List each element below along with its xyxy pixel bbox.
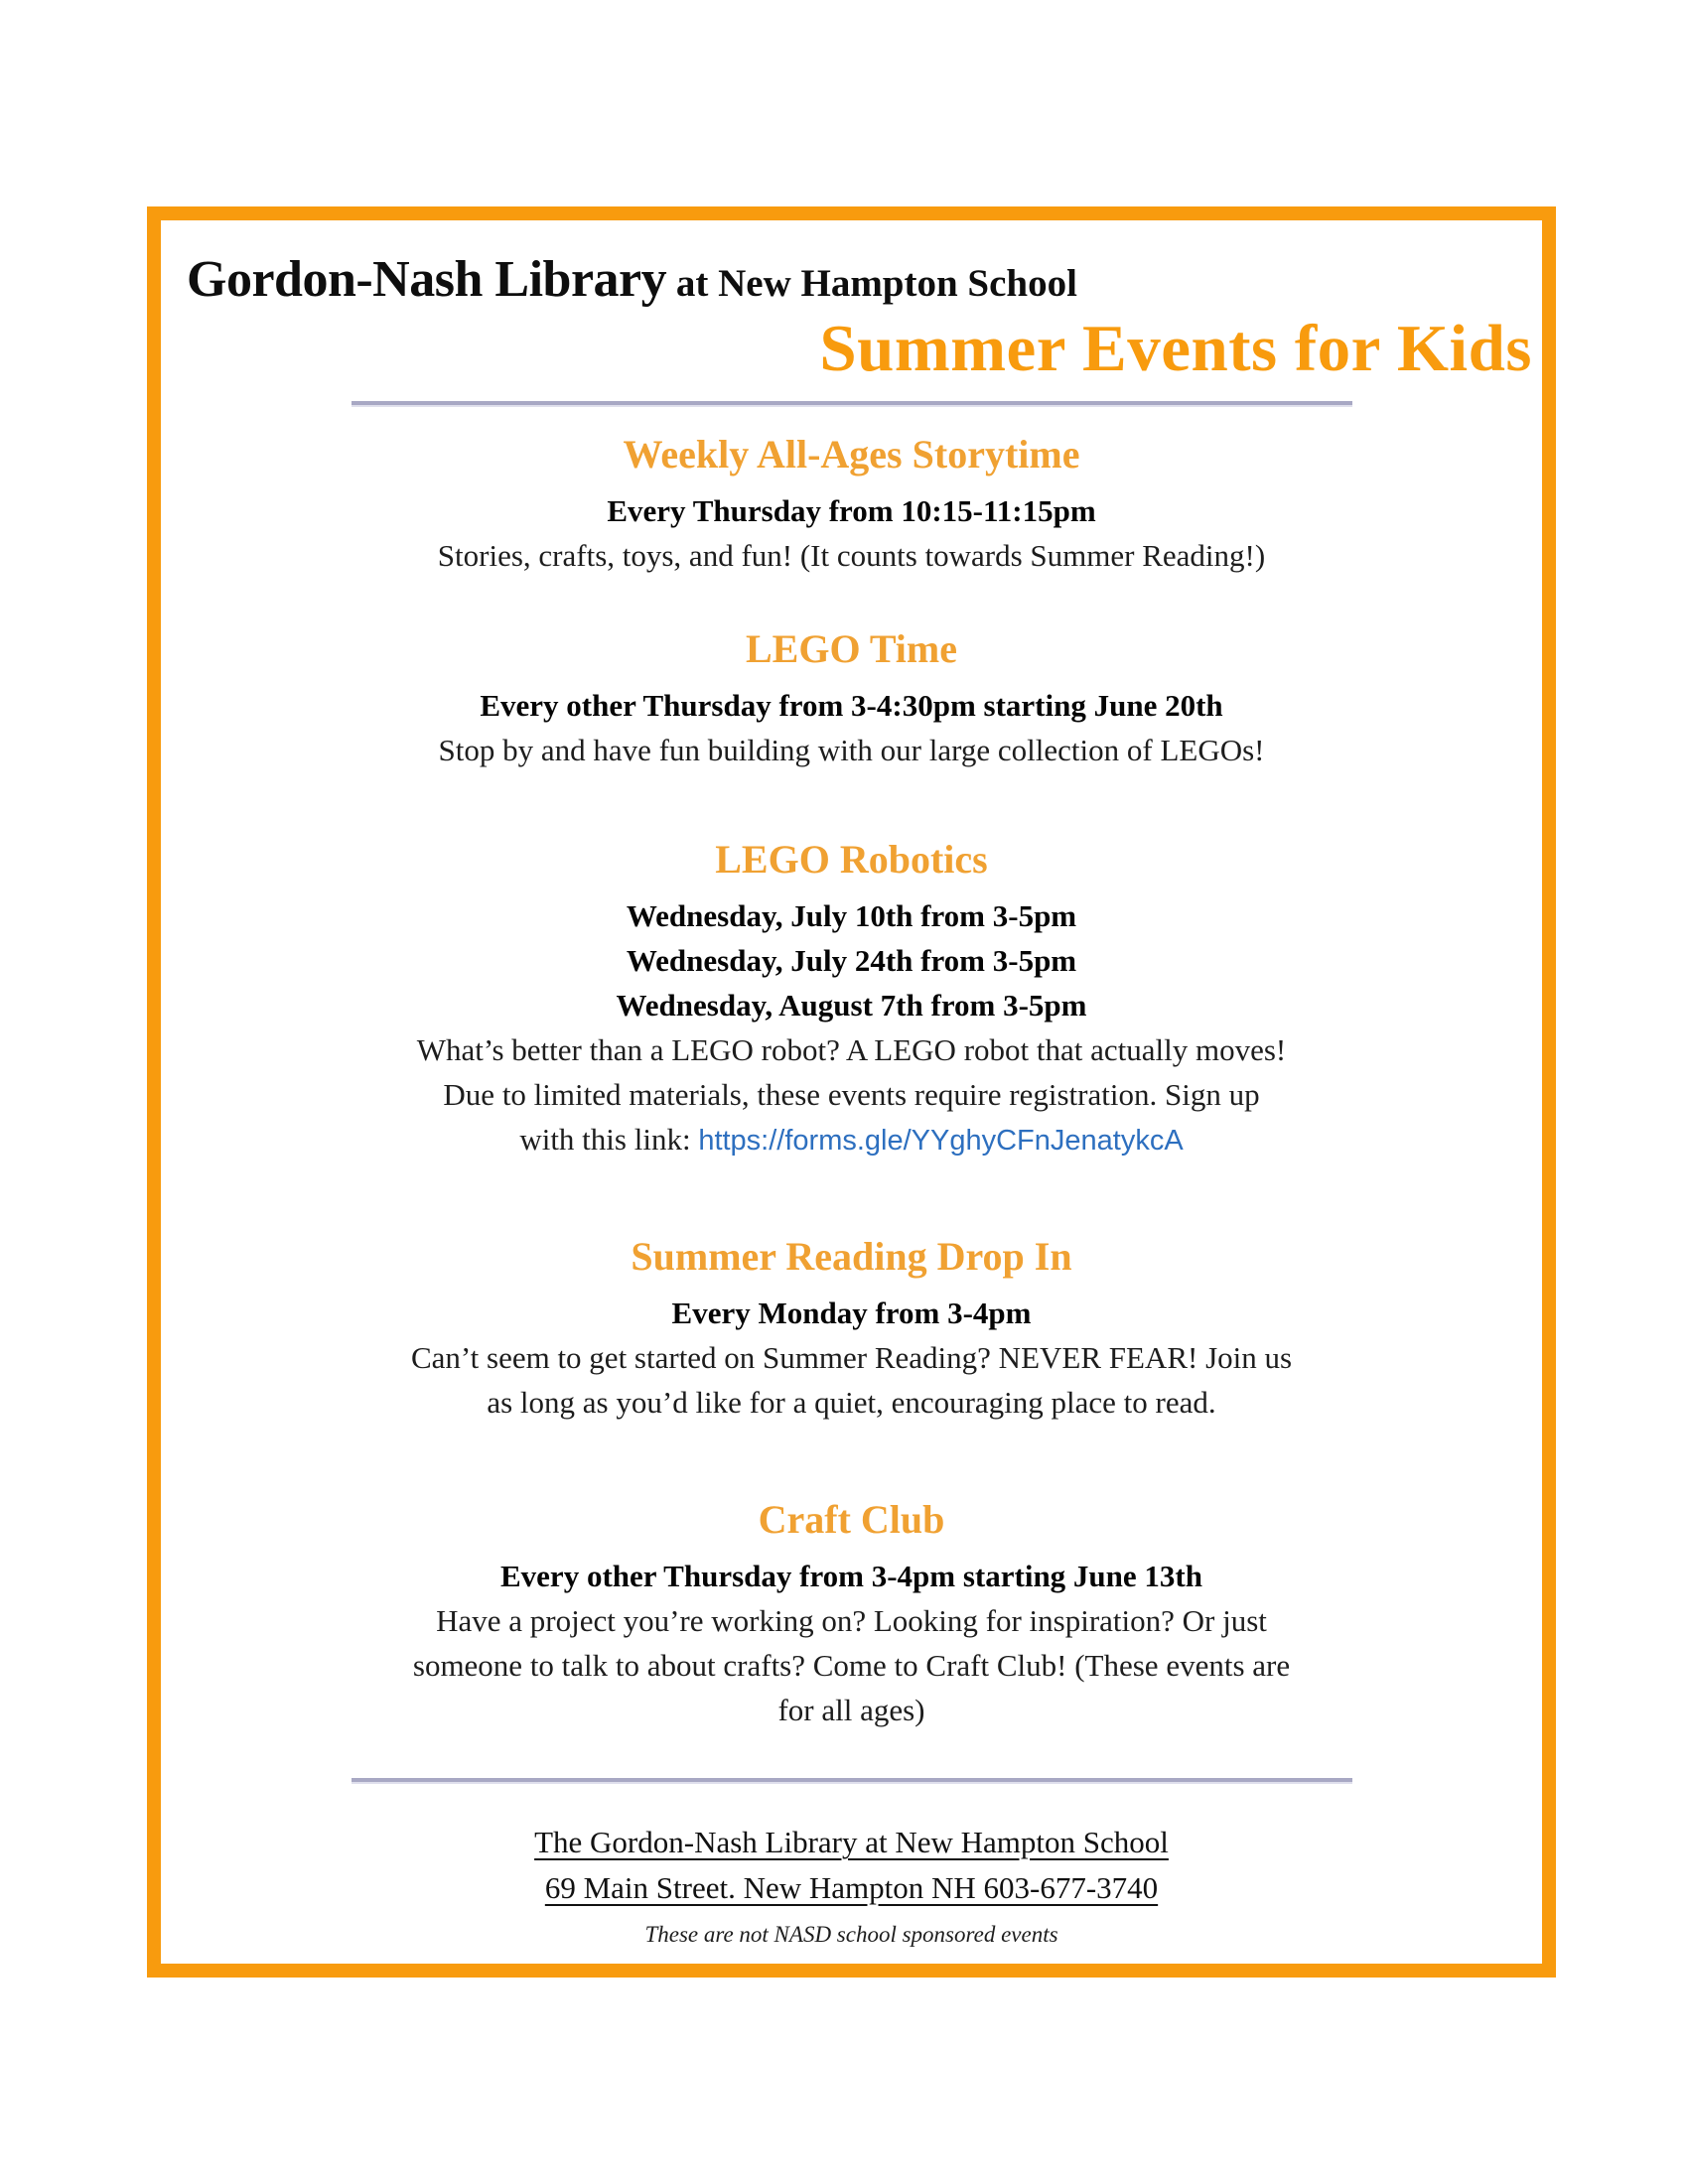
section-heading: Craft Club (758, 1497, 945, 1543)
section-lego-robotics (161, 836, 1542, 1163)
body-line: for all ages) (777, 1693, 925, 1728)
schedule-line: Wednesday, July 10th from 3-5pm (626, 898, 1077, 934)
section-lego-time (161, 625, 1542, 772)
schedule-line: Every Thursday from 10:15-11:15pm (607, 493, 1096, 529)
footer-disclaimer: These are not NASD school sponsored events (644, 1922, 1058, 1948)
body-line: someone to talk to about crafts? Come to Craft Club! (These events are (412, 1648, 1291, 1684)
library-title-suffix: at New Hampton School (666, 262, 1077, 305)
flyer-banner-title: Summer Events for Kids (819, 312, 1532, 385)
library-title: Gordon-Nash Library (187, 251, 667, 308)
schedule-line: Wednesday, July 24th from 3-5pm (626, 943, 1077, 979)
section-craft-club (161, 1496, 1542, 1732)
body-line: Have a project you’re working on? Looking for inspiration? Or just (436, 1603, 1267, 1639)
divider-top (352, 401, 1352, 405)
section-heading: Weekly All-Ages Storytime (623, 432, 1080, 478)
section-summer-reading-drop-in (161, 1233, 1542, 1425)
footer-address-phone: 69 Main Street. New Hampton NH 603-677-3740 (544, 1870, 1159, 1906)
body-line: Stories, crafts, toys, and fun! (It counts towards Summer Reading!) (437, 538, 1266, 574)
body-line: Stop by and have fun building with our large collection of LEGOs! (438, 733, 1265, 768)
registration-form-link[interactable]: https://forms.gle/YYghyCFnJenatykcA (698, 1125, 1184, 1158)
section-heading: LEGO Robotics (715, 837, 988, 883)
flyer-footer (161, 1820, 1542, 1951)
body-line: as long as you’d like for a quiet, encouraging place to read. (487, 1385, 1216, 1421)
link-prefix: with this link: (519, 1122, 699, 1158)
divider-bottom (352, 1778, 1352, 1782)
schedule-line: Wednesday, August 7th from 3-5pm (616, 988, 1087, 1024)
body-line: Can’t seem to get started on Summer Reading? NEVER FEAR! Join us (410, 1340, 1293, 1376)
body-line: What’s better than a LEGO robot? A LEGO robot that actually moves! (416, 1032, 1287, 1068)
section-storytime (161, 431, 1542, 578)
schedule-line: Every other Thursday from 3-4:30pm starting June 20th (480, 688, 1223, 724)
footer-library-name: The Gordon-Nash Library at New Hampton School (534, 1825, 1169, 1860)
event-sections (161, 431, 1542, 1732)
schedule-line: Every other Thursday from 3-4pm starting June 13th (500, 1559, 1202, 1594)
flyer-header (161, 220, 1542, 309)
section-heading: LEGO Time (745, 626, 957, 672)
schedule-line: Every Monday from 3-4pm (671, 1296, 1032, 1331)
link-line (161, 1117, 1542, 1163)
flyer-frame (147, 206, 1556, 1978)
section-heading: Summer Reading Drop In (631, 1234, 1072, 1280)
body-line: Due to limited materials, these events require registration. Sign up (443, 1077, 1260, 1113)
